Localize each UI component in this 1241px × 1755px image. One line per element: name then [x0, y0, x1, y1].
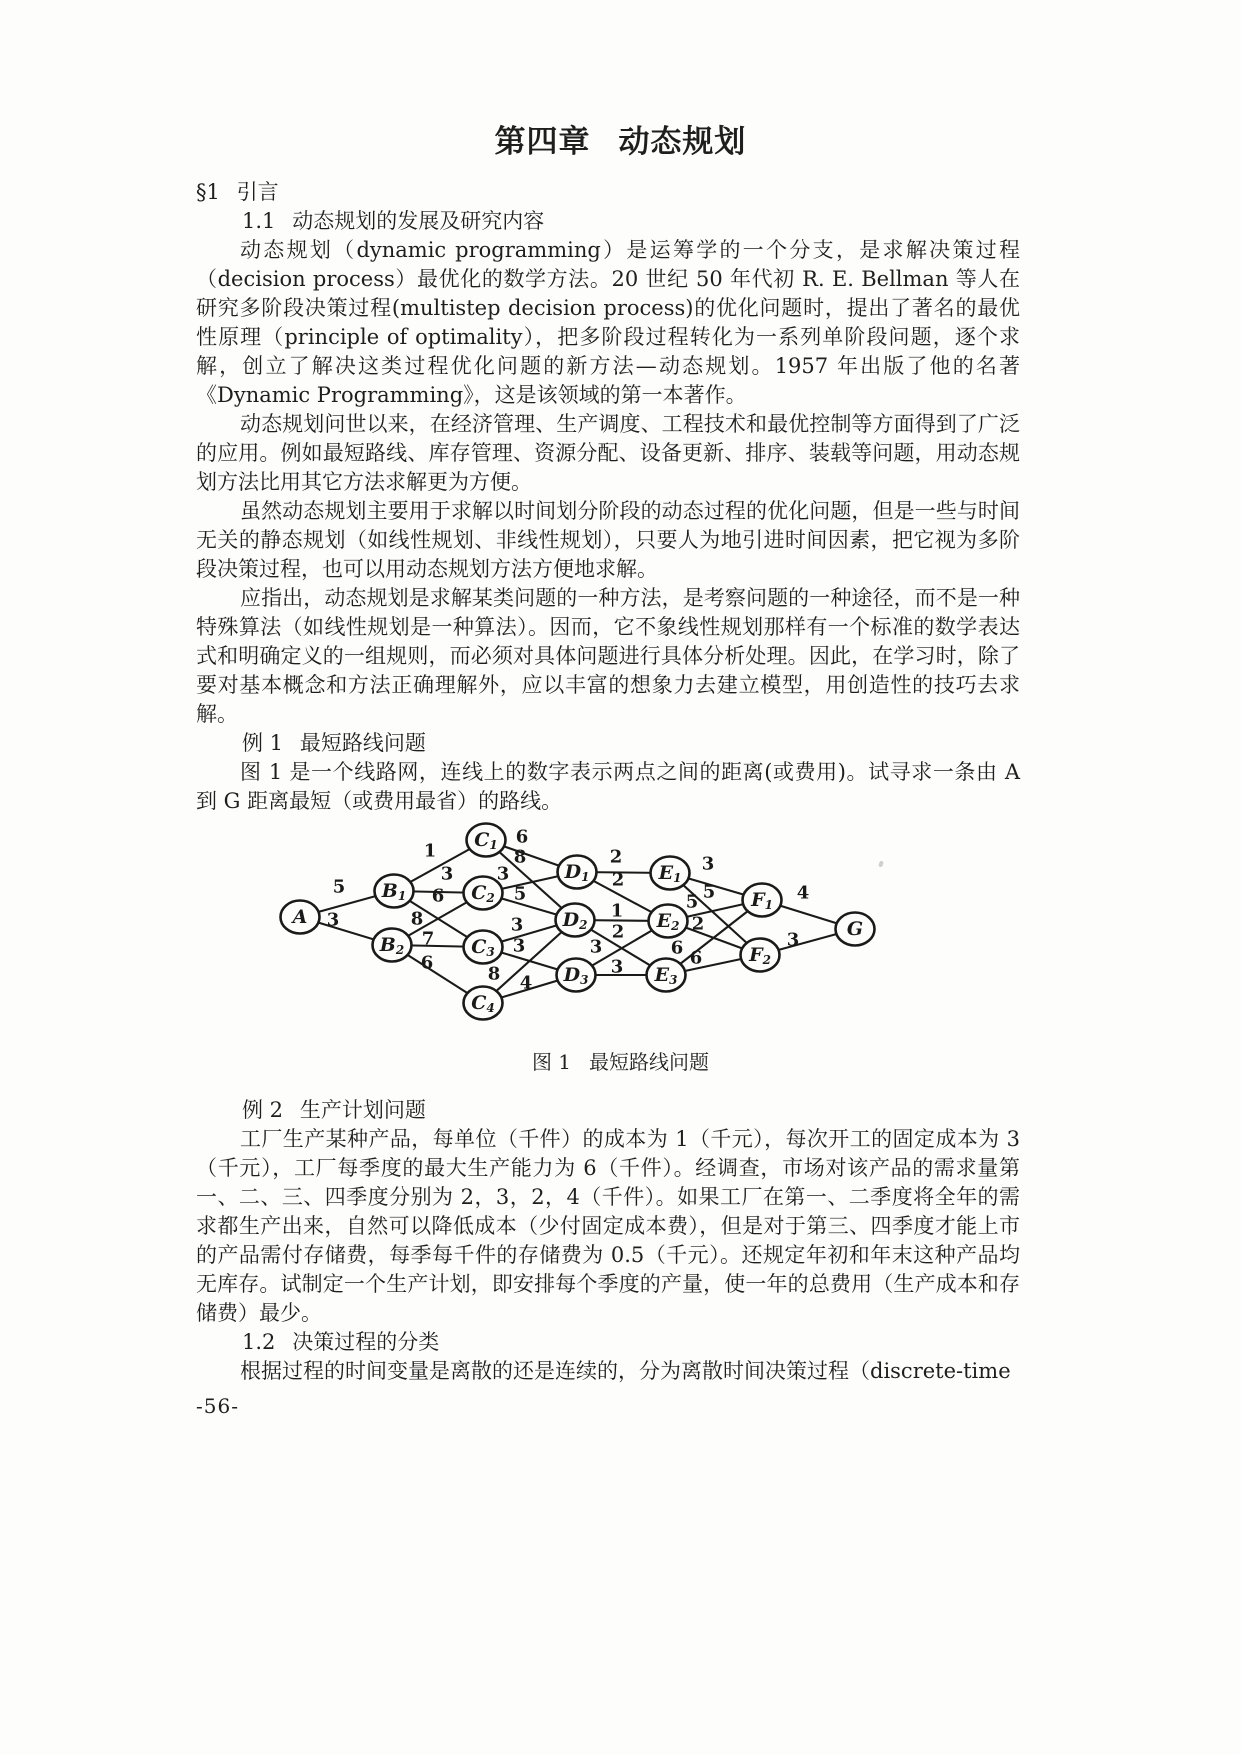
edge-weight-C3-D3: 3 — [512, 935, 526, 957]
edge-weight-F1-G: 4 — [796, 882, 810, 904]
section-1-2-number: 1.2 — [242, 1330, 276, 1354]
node-label-B2: $B_2$ — [379, 934, 405, 957]
figure-svg — [270, 812, 890, 1032]
node-label-C4: $C_4$ — [471, 992, 495, 1015]
edge-weight-C2-D2: 5 — [513, 883, 527, 905]
node-label-F1: $F_1$ — [751, 889, 773, 912]
edge-weight-B1-C1: 1 — [423, 840, 437, 862]
edge-weight-A-B1: 5 — [332, 876, 346, 898]
section-1-1-title: 动态规划的发展及研究内容 — [292, 209, 545, 233]
edge-weight-B2-C2: 8 — [410, 908, 424, 930]
example-2-heading — [196, 1096, 1020, 1125]
chapter-number: 第四章 — [494, 124, 591, 160]
figure-1-caption-title: 最短路线问题 — [589, 1050, 710, 1074]
lower-text-column — [196, 1096, 1020, 1386]
edge-weight-B1-C2: 3 — [440, 863, 454, 885]
edge-weight-E2-F2: 2 — [691, 913, 705, 935]
example-1-title: 最短路线问题 — [299, 731, 426, 755]
page-number: -56- — [196, 1394, 239, 1418]
paragraph-section-1-2-intro: 根据过程的时间变量是离散的还是连续的，分为离散时间决策过程（discrete-time — [240, 1359, 1011, 1383]
paragraph-dp-history: 动态规划（dynamic programming）是运筹学的一个分支，是求解决策过程（decision process）最优化的数学方法。20 世纪 50 年代初 R. E. Bellman 等人在研究多阶段决策过程(multistep decision process)的优化问题时，提出了著名的最优性原理（principle of optimality），把多阶段过程转化为一系列单阶段问题，逐个求解，创立了解决这类过程优化问题的新方法—动态规划。1957 年出版了他的名著《Dynamic Programming》，这是该领域的第一本著作。 — [196, 238, 1020, 407]
example-1-heading — [196, 729, 1020, 758]
edge-weight-D1-E1: 2 — [609, 846, 623, 868]
edge-weight-D3-E2: 3 — [589, 936, 603, 958]
node-label-A: A — [292, 906, 308, 928]
node-label-D2: $D_2$ — [562, 909, 588, 932]
main-text-column — [196, 178, 1020, 816]
section-1-1-heading — [196, 207, 1020, 236]
node-label-D1: $D_1$ — [564, 861, 590, 884]
edge-weight-C4-D3: 4 — [519, 972, 533, 994]
node-label-C1: $C_1$ — [474, 829, 498, 852]
node-D1 — [558, 856, 597, 889]
edge-weight-D2-E3: 2 — [611, 921, 625, 943]
paragraph-example-2-body: 工厂生产某种产品，每单位（千件）的成本为 1（千元），每次开工的固定成本为 3（千元），工厂每季度的最大生产能力为 6（千件）。经调查，市场对该产品的需求量第一、二、三、四季度分别为 2，3，2，4（千件）。如果工厂在第一、二季度将全年的需求都生产出来，自然可以降低成本（少付固定成本费），但是对于第三、四季度才能上市的产品需付存储费，每季每千件的存储费为 0.5（千元）。还规定年初和年末这种产品均无库存。试制定一个生产计划，即安排每个季度的产量，使一年的总费用（生产成本和存储费）最少。 — [196, 1127, 1020, 1325]
node-F2 — [741, 939, 780, 972]
node-E3 — [647, 959, 686, 992]
edge-weight-B2-C4: 6 — [420, 952, 434, 974]
node-C1 — [467, 824, 506, 857]
node-D2 — [556, 904, 595, 937]
node-label-F2: $F_2$ — [749, 944, 771, 967]
node-F1 — [743, 884, 782, 917]
node-label-C2: $C_2$ — [471, 882, 495, 905]
node-label-E3: $E_3$ — [654, 964, 678, 987]
node-D3 — [557, 959, 596, 992]
node-A — [281, 901, 320, 934]
node-label-B1: $B_1$ — [381, 880, 407, 903]
section-1-2-heading — [196, 1328, 1020, 1357]
edge-weight-E1-F2: 5 — [702, 881, 716, 903]
paragraph-dp-applications: 动态规划问世以来，在经济管理、生产调度、工程技术和最优控制等方面得到了广泛的应用。例如最短路线、库存管理、资源分配、设备更新、排序、装载等问题，用动态规划方法比用其它方法求解更为方便。 — [196, 412, 1020, 494]
node-C3 — [464, 931, 503, 964]
chapter-name: 动态规划 — [618, 124, 747, 160]
edge-weight-E3-F2: 6 — [689, 947, 703, 969]
section-1-1-number: 1.1 — [242, 209, 276, 233]
paragraph-dp-as-method: 应指出，动态规划是求解某类问题的一种方法，是考察问题的一种途径，而不是一种特殊算法（如线性规划是一种算法）。因而，它不象线性规划那样有一个标准的数学表达式和明确定义的一组规则，而必须对具体问题进行具体分析处理。因此，在学习时，除了要对基本概念和方法正确理解外，应以丰富的想象力去建立模型，用创造性的技巧去求解。 — [196, 586, 1020, 726]
edge-weight-B1-C3: 6 — [431, 885, 445, 907]
section-1-title: 引言 — [236, 180, 279, 204]
node-G — [836, 913, 875, 946]
edge-weight-C2-D1: 3 — [496, 863, 510, 885]
edge-weight-E3-F1: 6 — [670, 937, 684, 959]
example-1-label: 例 1 — [242, 731, 284, 755]
paragraph-example-1-intro: 图 1 是一个线路网，连线上的数字表示两点之间的距离(或费用)。试寻求一条由 A 到 G 距离最短（或费用最省）的路线。 — [196, 760, 1020, 813]
node-label-E2: $E_2$ — [656, 910, 680, 933]
edge-weight-C1-D2: 8 — [513, 846, 527, 868]
node-label-E1: $E_1$ — [658, 862, 682, 885]
edge-weight-C4-D2: 8 — [487, 963, 501, 985]
node-label-C3: $C_3$ — [471, 936, 495, 959]
chapter-title — [0, 116, 1241, 161]
edge-weight-A-B2: 3 — [326, 909, 340, 931]
node-label-G: G — [846, 918, 864, 940]
edge-weight-D2-E2: 1 — [610, 900, 624, 922]
example-2-title: 生产计划问题 — [299, 1098, 426, 1122]
node-B1 — [375, 875, 414, 908]
edge-weight-C1-D1: 6 — [515, 826, 529, 848]
node-E2 — [649, 905, 688, 938]
edge-weight-B2-C3: 7 — [421, 928, 435, 950]
edge-weight-D1-E2: 2 — [611, 869, 625, 891]
figure-1-caption — [0, 1046, 1241, 1075]
edge-weight-D3-E3: 3 — [610, 956, 624, 978]
edge-weight-C3-D2: 3 — [510, 914, 524, 936]
node-C4 — [464, 987, 503, 1020]
figure-1-network-diagram — [270, 812, 890, 1032]
section-1-label: §1 — [196, 180, 220, 204]
section-1-2-title: 决策过程的分类 — [292, 1330, 440, 1354]
edge-weight-E2-F1: 5 — [685, 891, 699, 913]
example-2-label: 例 2 — [242, 1098, 284, 1122]
node-B2 — [373, 929, 412, 962]
section-1-heading — [196, 178, 1020, 207]
figure-1-caption-label: 图 1 — [531, 1050, 572, 1074]
node-label-D3: $D_3$ — [563, 964, 589, 987]
edge-weight-F2-G: 3 — [786, 929, 800, 951]
edge-weight-E1-F1: 3 — [701, 853, 715, 875]
node-E1 — [651, 857, 690, 890]
paragraph-static-programming: 虽然动态规划主要用于求解以时间划分阶段的动态过程的优化问题，但是一些与时间无关的静态规划（如线性规划、非线性规划），只要人为地引进时间因素，把它视为多阶段决策过程，也可以用动态规划方法方便地求解。 — [196, 499, 1020, 581]
